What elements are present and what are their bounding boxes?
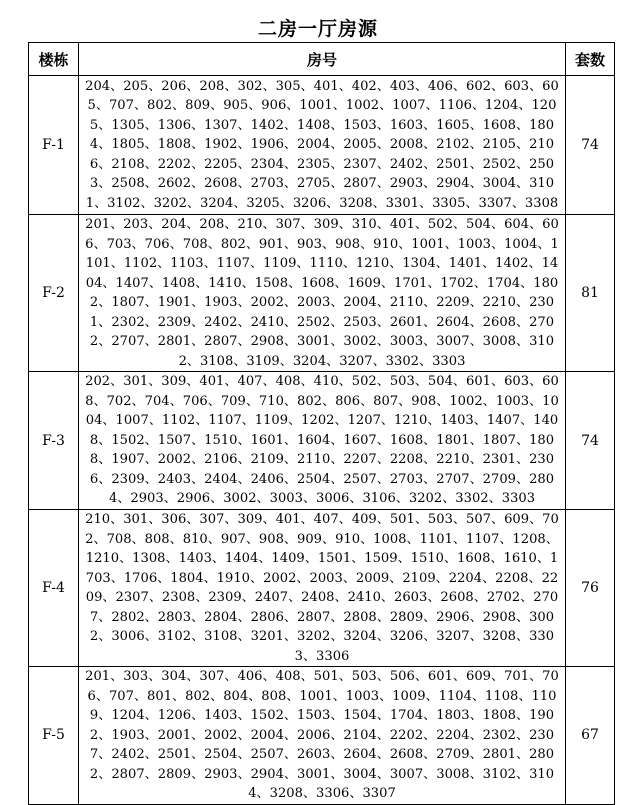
housing-table <box>28 42 615 805</box>
rooms-cell: 201、303、304、307、406、408、501、503、506、601、609、701、706、707、801、802、804、808、1001、1003、1009、1104、1108、1109、1204、1206、1403、1502、1503、1504、1704、1803、1808、1902、1903、2001、2002、2004、2006、2104、2202、2204、2302、2307、2402、2501、2504、2507、2603、2604、2608、2709、2801、2802、2807、2809、2903、2904、3001、3004、3007、3008、3102、3104、3208、3306、3307 <box>79 667 566 805</box>
rooms-cell: 204、205、206、208、302、305、401、402、403、406、602、603、605、707、802、809、905、906、1001、1002、1007、1106、1204、1205、1305、1306、1307、1402、1408、1503、1603、1605、1608、1804、1805、1808、1902、1906、2004、2005、2008、2102、2105、2106、2108、2202、2205、2304、2305、2307、2402、2501、2502、2503、2508、2602、2608、2703、2705、2807、2903、2904、3004、3101、3102、3202、3204、3205、3206、3208、3301、3305、3307、3308 <box>79 76 566 215</box>
rooms-cell: 210、301、306、307、309、401、407、409、501、503、507、609、702、708、808、810、907、908、909、910、1008、1101、1107、1208、1210、1308、1403、1404、1409、1501、1509、1510、1608、1610、1703、1706、1804、1910、2002、2003、2009、2109、2204、2208、2209、2307、2308、2309、2407、2408、2410、2603、2608、2702、2707、2802、2803、2804、2806、2807、2808、2809、2906、2908、3002、3006、3102、3108、3201、3202、3204、3206、3207、3208、3303、3306 <box>79 510 566 667</box>
table-row <box>29 510 615 667</box>
count-cell: 74 <box>566 372 615 510</box>
table-header-row <box>29 43 615 76</box>
header-rooms: 房号 <box>79 43 566 76</box>
building-cell: F-5 <box>29 667 79 805</box>
count-cell: 67 <box>566 667 615 805</box>
count-cell: 74 <box>566 76 615 215</box>
building-cell: F-4 <box>29 510 79 667</box>
rooms-cell: 201、203、204、208、210、307、309、310、401、502、504、604、606、703、706、708、802、901、903、908、910、1001、1003、1004、1101、1102、1103、1107、1109、1110、1210、1304、1401、1402、1404、1407、1408、1410、1508、1608、1609、1701、1702、1704、1802、1807、1901、1903、2002、2003、2004、2110、2209、2210、2301、2302、2309、2402、2410、2502、2503、2601、2604、2608、2702、2707、2801、2807、2908、3001、3002、3003、3007、3008、3102、3108、3109、3204、3207、3302、3303 <box>79 215 566 372</box>
building-cell: F-1 <box>29 76 79 215</box>
building-cell: F-2 <box>29 215 79 372</box>
table-row <box>29 667 615 805</box>
table-row <box>29 372 615 510</box>
page-title: 二房一厅房源 <box>257 18 378 40</box>
building-cell: F-3 <box>29 372 79 510</box>
table-row <box>29 76 615 215</box>
header-count: 套数 <box>566 43 615 76</box>
count-cell: 81 <box>566 215 615 372</box>
count-cell: 76 <box>566 510 615 667</box>
table-row <box>29 215 615 372</box>
rooms-cell: 202、301、309、401、407、408、410、502、503、504、601、603、608、702、704、706、709、710、802、806、807、908、1002、1003、1004、1007、1102、1107、1109、1202、1207、1210、1403、1407、1408、1502、1507、1510、1601、1604、1607、1608、1801、1807、1808、1907、2002、2106、2109、2110、2207、2208、2210、2301、2306、2309、2403、2404、2406、2504、2507、2703、2707、2709、2804、2903、2906、3002、3003、3006、3106、3202、3302、3303 <box>79 372 566 510</box>
header-building: 楼栋 <box>29 43 79 76</box>
